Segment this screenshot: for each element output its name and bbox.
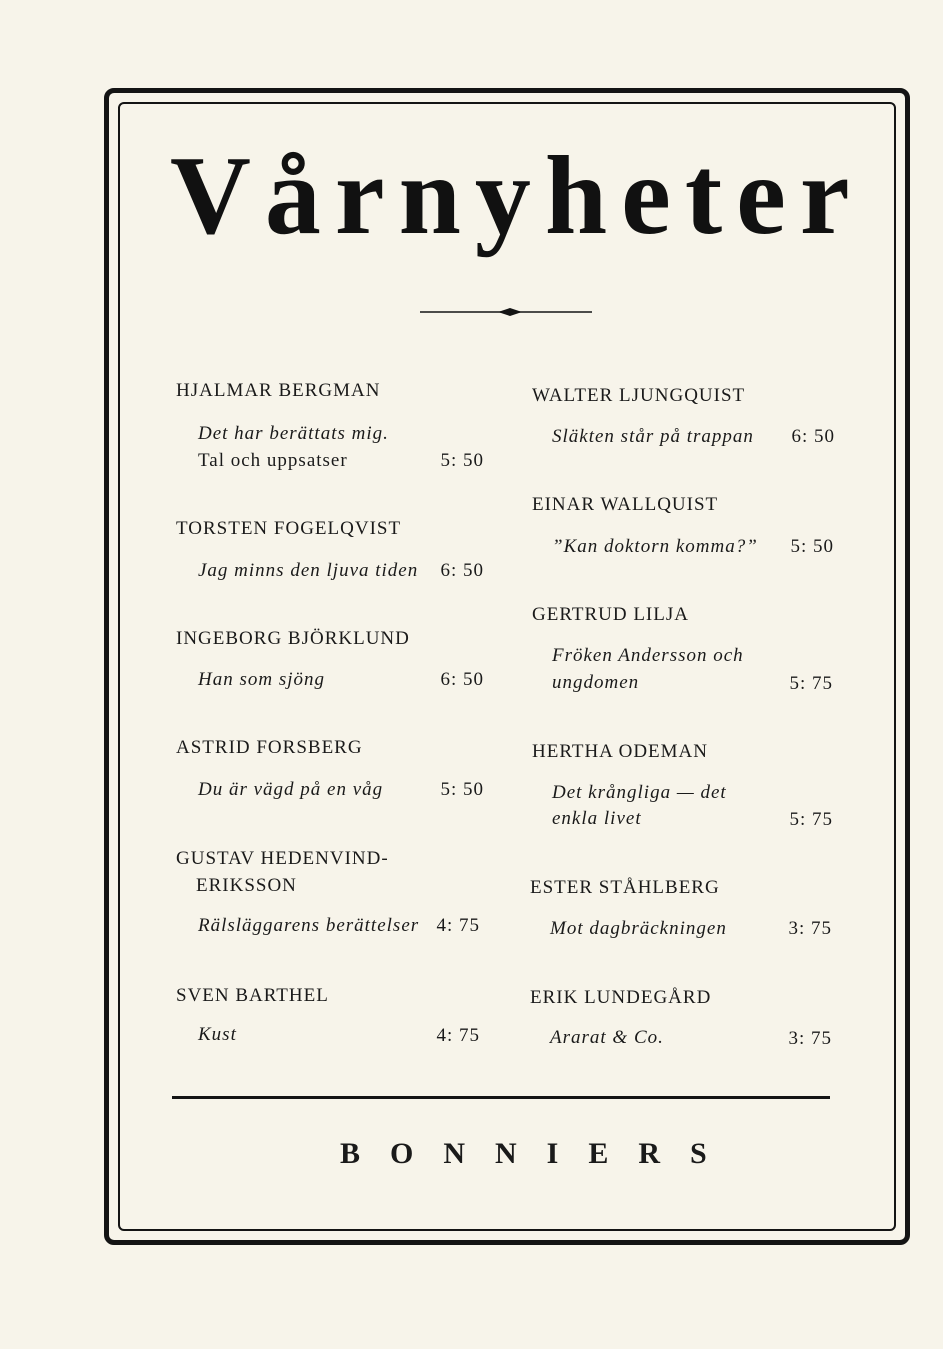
book-title-line-2: enkla livet — [552, 808, 642, 829]
author-line-2: ERIKSSON — [196, 875, 297, 896]
ornament-divider-icon — [420, 304, 592, 320]
book-title: Det har berättats mig. — [198, 423, 389, 444]
price: 3: 75 — [788, 1028, 832, 1049]
price: 6: 50 — [791, 426, 835, 447]
bottom-rule — [172, 1096, 830, 1099]
author-gertrud-lilja: GERTRUD LILJA — [532, 604, 689, 625]
price: 6: 50 — [440, 560, 484, 581]
book-title: Jag minns den ljuva tiden — [198, 560, 419, 581]
book-title: ”Kan doktorn komma?” — [552, 536, 758, 557]
author-hertha-odeman: HERTHA ODEMAN — [532, 741, 708, 762]
price: 5: 75 — [789, 809, 833, 830]
price: 4: 75 — [436, 915, 480, 936]
price: 3: 75 — [788, 918, 832, 939]
publisher-name: BONNIERS — [340, 1137, 737, 1170]
book-title-line-2: ungdomen — [552, 672, 640, 693]
author-hjalmar-bergman: HJALMAR BERGMAN — [176, 380, 381, 401]
price: 5: 50 — [790, 536, 834, 557]
book-title: Kust — [198, 1024, 237, 1045]
book-title: Han som sjöng — [198, 669, 326, 690]
page-title: Vårnyheter — [170, 134, 864, 258]
book-title: Rälsläggarens berättelser — [198, 915, 420, 936]
price: 6: 50 — [440, 669, 484, 690]
book-title: Mot dagbräckningen — [550, 918, 727, 939]
author-astrid-forsberg: ASTRID FORSBERG — [176, 737, 363, 758]
inner-border — [118, 102, 896, 1231]
book-title: Det krångliga — det — [552, 782, 727, 803]
price: 4: 75 — [436, 1025, 480, 1046]
author-einar-wallquist: EINAR WALLQUIST — [532, 494, 719, 515]
price: 5: 50 — [440, 450, 484, 471]
author-walter-ljungquist: WALTER LJUNGQUIST — [532, 385, 746, 406]
author-erik-lundegard: ERIK LUNDEGÅRD — [530, 987, 712, 1008]
book-title: Släkten står på trappan — [552, 426, 754, 447]
author-gustav-hedenvind-eriksson: GUSTAV HEDENVIND- — [176, 848, 389, 869]
author-ester-stahlberg: ESTER STÅHLBERG — [530, 877, 720, 898]
price: 5: 75 — [789, 673, 833, 694]
book-title: Ararat & Co. — [550, 1027, 664, 1048]
price: 5: 50 — [440, 779, 484, 800]
author-ingeborg-bjorklund: INGEBORG BJÖRKLUND — [176, 628, 410, 649]
author-torsten-fogelqvist: TORSTEN FOGELQVIST — [176, 518, 402, 539]
book-title: Du är vägd på en våg — [198, 779, 384, 800]
book-title: Fröken Andersson och — [552, 645, 744, 666]
author-sven-barthel: SVEN BARTHEL — [176, 985, 329, 1006]
book-subtitle: Tal och uppsatser — [198, 450, 348, 471]
